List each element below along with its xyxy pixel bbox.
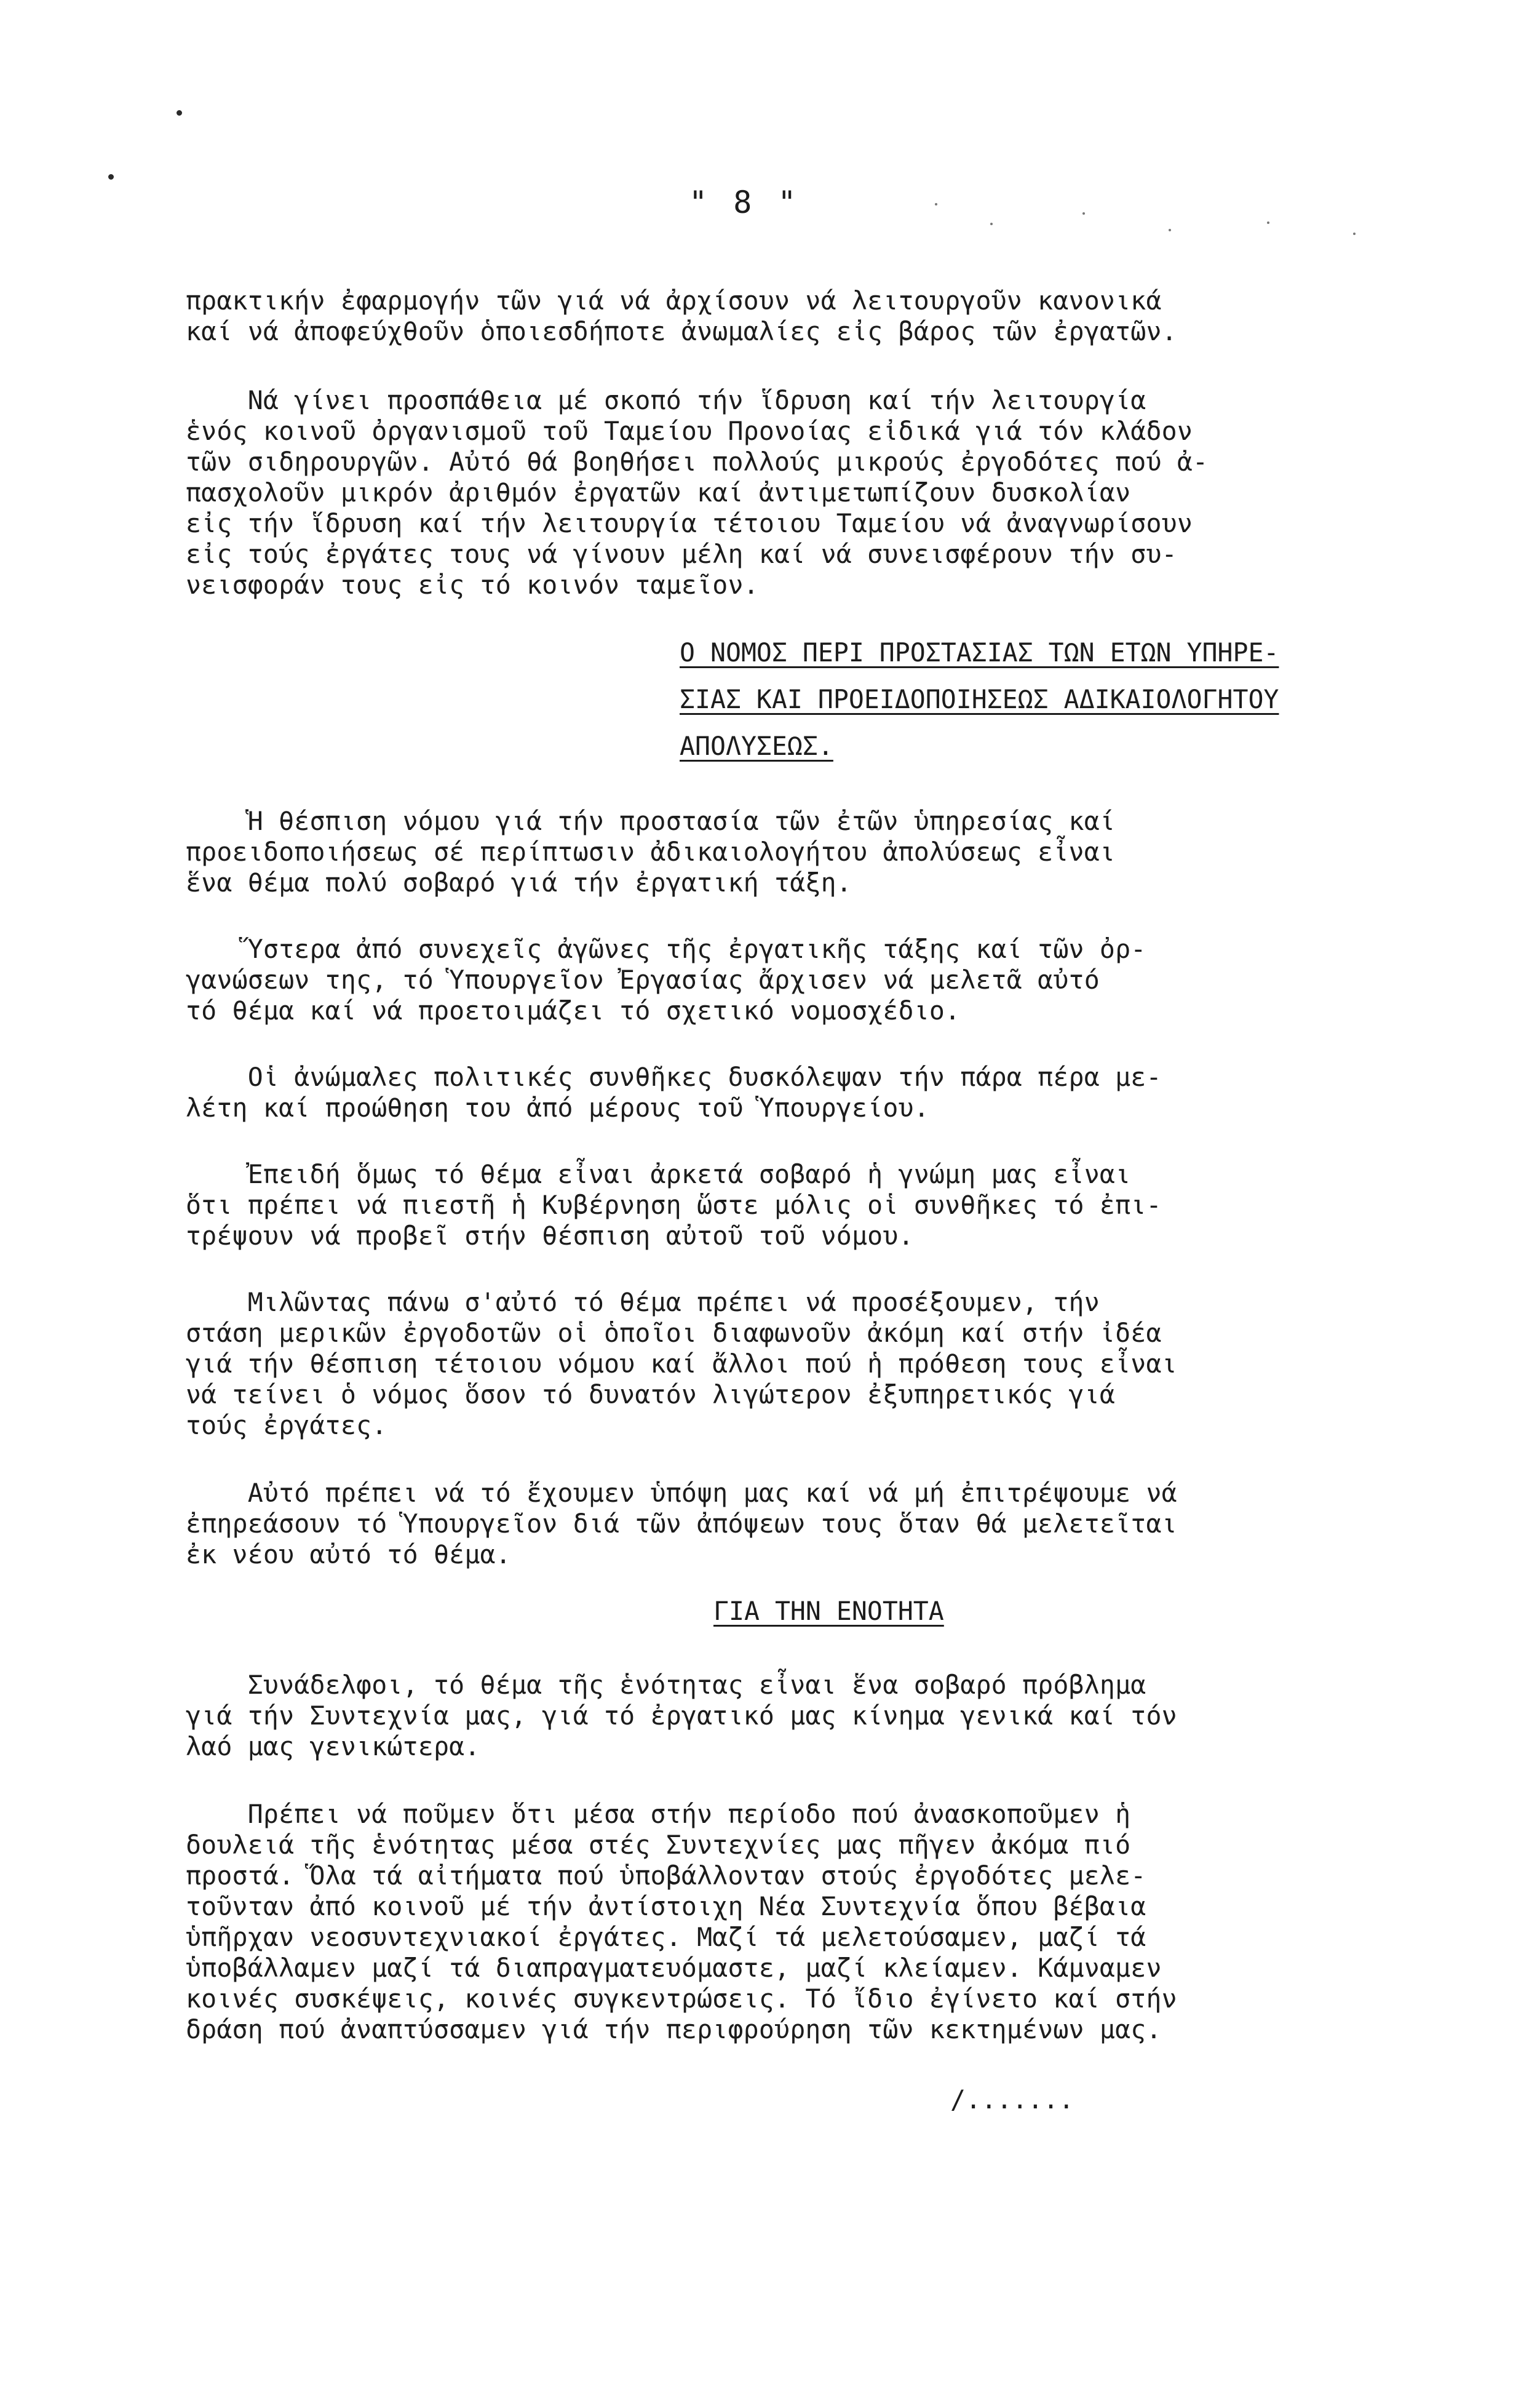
text-line: ὑπῆρχαν νεοσυντεχνιακοί ἐργάτες. Μαζί τά μελετούσαμεν, μαζί τά [186,1922,1146,1952]
text-line: Πρέπει νά ποῦμεν ὅτι μέσα στήν περίοδο πού ἀνασκοποῦμεν ἡ [186,1799,1131,1829]
text-line: πρακτικήν ἐφαρμογήν τῶν γιά νά ἀρχίσουν νά λειτουργοῦν κανονικά [186,285,1162,316]
text-line: λαό μας γενικώτερα. [186,1731,480,1761]
page-speck [1353,233,1356,235]
text-line: νεισφοράν τους εἰς τό κοινόν ταμεῖον. [186,570,759,600]
text-line: προστά. Ὅλα τά αἰτήματα πού ὑποβάλλονταν στούς ἐργοδότες μελε- [186,1860,1146,1891]
page-number: " 8 " [689,185,800,220]
text-line: γανώσεων της, τό Ὑπουργεῖον Ἐργασίας ἄρχισεν νά μελετᾶ αὐτό [186,965,1100,995]
text-line: εἰς τήν ἵδρυση καί τήν λειτουργία τέτοιου Ταμείου νά ἀναγνωρίσουν [186,508,1193,538]
text-line: κοινές συσκέψεις, κοινές συγκεντρώσεις. Τό ἴδιο ἐγίνετο καί στήν [186,1983,1177,2014]
section-heading-unity: ΓΙΑ ΤΗΝ ΕΝΟΤΗΤΑ [713,1596,944,1626]
page-speck [935,203,937,205]
text-line: γιά τήν θέσπιση τέτοιου νόμου καί ἄλλοι πού ἡ πρόθεση τους εἶναι [186,1349,1177,1379]
text-line: γιά τήν Συντεχνία μας, γιά τό ἐργατικό μας κίνημα γενικά καί τόν [186,1700,1177,1731]
text-line: Ὕστερα ἀπό συνεχεῖς ἀγῶνες τῆς ἐργατικῆς τάξης καί τῶν ὀρ- [186,934,1146,964]
section-heading-line: Ο ΝΟΜΟΣ ΠΕΡΙ ΠΡΟΣΤΑΣΙΑΣ ΤΩΝ ΕΤΩΝ ΥΠΗΡΕ- [680,637,1279,668]
text-line: νά τείνει ὁ νόμος ὅσον τό δυνατόν λιγώτερον ἐξυπηρετικός γιά [186,1379,1116,1409]
text-line: λέτη καί προώθηση του ἀπό μέρους τοῦ Ὑπουργείου. [186,1093,929,1123]
text-line: ἐπηρεάσουν τό Ὑπουργεῖον διά τῶν ἀπόψεων τους ὅταν θά μελετεῖται [186,1509,1177,1539]
text-line: δουλειά τῆς ἑνότητας μέσα στές Συντεχνίες μας πῆγεν ἀκόμα πιό [186,1830,1131,1860]
text-line: τοῦνταν ἀπό κοινοῦ μέ τήν ἀντίστοιχη Νέα Συντεχνία ὅπου βέβαια [186,1891,1146,1921]
text-line: Ἡ θέσπιση νόμου γιά τήν προστασία τῶν ἐτῶν ὑπηρεσίας καί [186,806,1116,836]
text-line: προειδοποιήσεως σέ περίπτωσιν ἀδικαιολογήτου ἀπολύσεως εἶναι [186,837,1116,867]
text-line: Αὐτό πρέπει νά τό ἔχουμεν ὑπόψη μας καί νά μή ἐπιτρέψουμε νά [186,1478,1177,1508]
text-line: Ἐπειδή ὅμως τό θέμα εἶναι ἀρκετά σοβαρό ἡ γνώμη μας εἶναι [186,1159,1131,1189]
text-line: ἐκ νέου αὐτό τό θέμα. [186,1539,511,1569]
text-line: τρέψουν νά προβεῖ στήν θέσπιση αὐτοῦ τοῦ νόμου. [186,1221,914,1251]
text-line: ἕνα θέμα πολύ σοβαρό γιά τήν ἐργατική τάξη. [186,867,852,898]
section-heading-line: ΑΠΟΛΥΣΕΩΣ. [680,731,833,761]
text-line: Οἱ ἀνώμαλες πολιτικές συνθῆκες δυσκόλεψαν τήν πάρα πέρα με- [186,1062,1162,1092]
page-mark-dot [108,174,114,180]
page-speck [1267,221,1269,224]
text-line: ἑνός κοινοῦ ὀργανισμοῦ τοῦ Ταμείου Προνοίας εἰδικά γιά τόν κλάδον [186,416,1193,446]
text-line: Μιλῶντας πάνω σ'αὐτό τό θέμα πρέπει νά προσέξουμεν, τήν [186,1287,1100,1317]
page-speck [1082,212,1085,215]
text-line: πασχολοῦν μικρόν ἀριθμόν ἐργατῶν καί ἀντιμετωπίζουν δυσκολίαν [186,477,1131,508]
page-mark-dot [177,110,182,116]
text-line: εἰς τούς ἐργάτες τους νά γίνουν μέλη καί νά συνεισφέρουν τήν συ- [186,539,1177,569]
section-heading-line: ΣΙΑΣ ΚΑΙ ΠΡΟΕΙΔΟΠΟΙΗΣΕΩΣ ΑΔΙΚΑΙΟΛΟΓΗΤΟΥ [680,684,1279,714]
text-line: Νά γίνει προσπάθεια μέ σκοπό τήν ἵδρυση καί τήν λειτουργία [186,385,1146,415]
text-line: τούς ἐργάτες. [186,1410,387,1440]
text-line: στάση μερικῶν ἐργοδοτῶν οἱ ὁποῖοι διαφωνοῦν ἀκόμη καί στήν ἰδέα [186,1318,1162,1348]
page-speck [1169,229,1171,231]
text-line: Συνάδελφοι, τό θέμα τῆς ἑνότητας εἶναι ἕνα σοβαρό πρόβλημα [186,1670,1146,1700]
text-line: δράση πού ἀναπτύσσαμεν γιά τήν περιφρούρηση τῶν κεκτημένων μας. [186,2014,1162,2044]
continuation-mark: /....... [950,2084,1074,2115]
text-line: τῶν σιδηρουργῶν. Αὐτό θά βοηθήσει πολλούς μικρούς ἐργοδότες πού ἀ- [186,447,1209,477]
text-line: ὅτι πρέπει νά πιεστῆ ἡ Κυβέρνηση ὥστε μόλις οἱ συνθῆκες τό ἐπι- [186,1190,1162,1220]
text-line: ὑποβάλλαμεν μαζί τά διαπραγματευόμαστε, μαζί κλείαμεν. Κάμναμεν [186,1953,1162,1983]
page-speck [990,223,993,225]
text-line: τό θέμα καί νά προετοιμάζει τό σχετικό νομοσχέδιο. [186,995,961,1026]
text-line: καί νά ἀποφεύχθοῦν ὁποιεσδήποτε ἀνωμαλίες εἰς βάρος τῶν ἐργατῶν. [186,316,1177,346]
